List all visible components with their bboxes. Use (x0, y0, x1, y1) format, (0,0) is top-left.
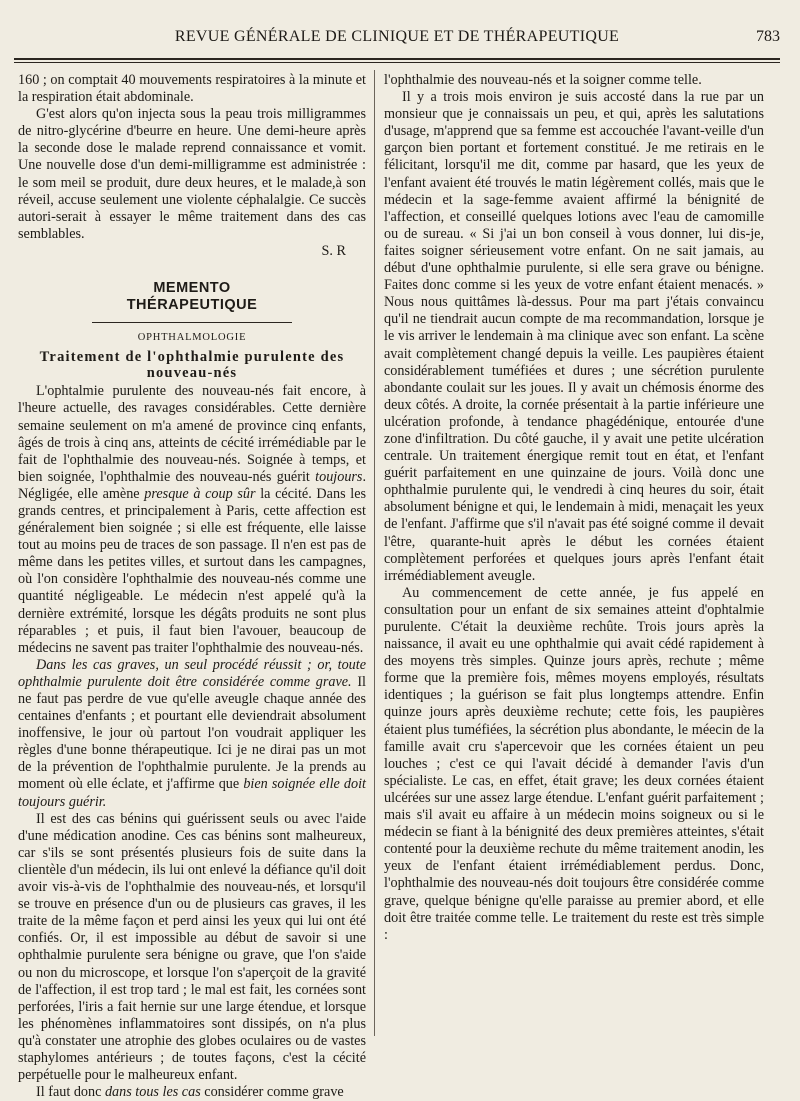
text-run: considérer comme grave (204, 1084, 344, 1101)
column-divider (374, 70, 375, 1036)
emphasis: bien soignée elle doit toujours guérir. (18, 776, 366, 810)
text-run: Il ne faut pas perdre de vue qu'elle aveugle chaque année des centaines d'enfants ; et pourtant elle deviendrait absolument inoffensive, le jour où partout l'on voudrait appliquer les règles d'une bonne thérapeutique. Ici je ne dirai pas un mot de la prévention de l'ophthalmie purulente. Je la prends au moment où elle éclate, et j'affirme que (18, 673, 366, 793)
paragraph: G'est alors qu'on injecta sous la peau trois milligrammes de nitro-glycérine d'beurre en heure. Une demi-heure après la seconde dose le malade reprend connaissance et vomit. Une nouvelle dose d'un demi-milligramme est administrée : le som meil se produit, dure deux heures, et le malade,à son réveil, accuse seulement une violente céphalalgie. Ce succès autori-serait à essayer le même traitement dans des cas semblables. (18, 106, 366, 242)
text-run: L'ophtalmie purulente des nouveau-nés fait encore, à l'heure actuelle, des ravages considérables. Cette dernière semaine seulement on m'a amené de province cinq enfants, âgés de trois à cinq ans, atteints de cécité irrémédiable par le fait de l'ophthalmie des nouveau-nés. Soignée à temps, et bien soignée, l'ophthalmie des nouveau-nés guérit (18, 383, 366, 485)
paragraph: Il est des cas bénins qui guérissent seuls ou avec l'aide d'une médication anodine. Ces cas bénins sont malheureux, car s'ils se sont présentés plusieurs fois de suite dans la clientèle d'un médecin, ils lui ont enlevé la défiance qu'il doit avoir vis-à-vis de l'ophthalmie des nouveau-nés, et lorsqu'il se trouve en présence d'un ou de plusieurs cas graves, il les traite de la même façon et perd ainsi les yeux qui lui ont été confiés. Or, il est impossible au début de savoir si une ophthalmie purulente sera bénigne ou grave, que l'on s'aide ou non du microscope, et lorsque l'on s'aperçoit de la gravité de l'affection, il est trop tard ; le mal est fait, les cornées sont perforées, l'iris a fait hernie sur une large étendue, et lorsque les phénomènes inflammatoires sont dissipés, on n'a plus qu'à constater une atrophie des globes oculaires ou de vastes staphylomes antérieurs ; de toutes façons, c'est la cécité perpétuelle pour le malheureux enfant. (18, 810, 366, 1084)
text-run: la cécité. Dans les grands centres, et principalement à Paris, cette affection est généralement bien soignée ; si elle est fréquente, elle laisse tout au moins peu de traces de son passage. Il n'en est pas de même dans les petites villes, et surtout dans les campagnes, où l'on considère l'ophthalmie des nouveau-nés comme une quantité négligeable. Le médecin n'est appelé qu'à la dernière extrémité, lorsque les dégâts produits ne sont plus réparables ; et puis, il faut bien l'avouer, beaucoup de médecins ne savent pas traiter l'ophthalmie des nouveau-nés. (18, 485, 367, 656)
paragraph (18, 383, 366, 657)
article-title: Traitement de l'ophthalmie purulente des nouveau-nés (39, 349, 345, 382)
subsection-label: OPHTHALMOLOGIE (137, 332, 247, 344)
text-run: Il faut donc (36, 1084, 102, 1101)
text-run: . Négligée, elle amène (18, 468, 367, 502)
author-signature: S. R (321, 242, 346, 259)
left-column (18, 72, 367, 1101)
paragraph: l'ophthalmie des nouveau-nés et la soigner comme telle. (384, 72, 702, 88)
page-number: 783 (756, 28, 780, 45)
paragraph: Il y a trois mois environ je suis accosté dans la rue par un monsieur que je connaissais un peu, et qui, après les salutations d'usage, m'apprend que sa femme est accouchée l'avant-veille d'un garçon bien portant et fortement constitué. Je me retirais en le félicitant, lorsqu'il me dit, comme par hasard, que les yeux de l'enfant avaient été trouvés le matin légèrement collés, mais que le médecin et la sage-femme avaient affirmé la bénignité de l'affection, et conseillé quelques lotions avec l'eau de camomille ou de sureau. « Si j'ai un bon conseil à vous donner, lui dis-je, faites soigner sérieusement votre enfant. On ne sait jamais, au début d'une ophthalmie purulente, si elle sera grave ou bénigne. Faites donc comme si les yeux de votre enfant étaient menacés. » Nous nous quittâmes là-dessus. Pour ma part j'étais convaincu qu'il ne tiendrait aucun compte de ma recommandation, lorsque je le vis arriver le lendemain à ma clinique avec son enfant. La scène avait complètement changé depuis la veille. Les paupières étaient considérablement tuméfiées et dures ; une sécrétion purulente abondante coulait sur les joues. Il y avait un chémosis énorme des deux côtés. A droite, la cornée présentait à la partie inférieure une ulcération profonde, à tendance phagédénique, entourée d'une zone d'infiltration. Du côté gauche, il y avait une petite ulcération centrale. Un traitement énergique remit tout en état, et l'enfant guérit parfaitement en une quinzaine de jours. Voilà donc une ophthalmie purulente qui, le vendredi à cinq heures du soir, était absolument bénigne et qui, le lendemain à midi, menaçait les yeux de l'enfant. J'affirme que s'il n'avait pas été soigné comme il devait l'être, quarante-huit après le début les cornées étaient complètement perforées et quelques jours après l'enfant était irrémédiablement aveugle. (384, 89, 764, 584)
page-header (14, 28, 780, 54)
paragraph: 160 ; on comptait 40 mouvements respiratoires à la minute et la respiration était abdominale. (18, 72, 366, 106)
emphasis: toujours (315, 468, 363, 485)
paragraph: Au commencement de cette année, je fus appelé en consultation pour un enfant de six semaines atteint d'ophtalmie purulente. C'était la deuxième rechûte. Trois jours après la naissance, il avait eu une ophthalmie qui avait cédé rapidement à des moyens très simples. Quinze jours après, rechute ; même forme que la première fois, mêmes moyens employés, résultats identiques ; la guérison se fait plus longtemps attendre. Enfin quinze jours après deuxième rechute; cette fois, les paupières étaient plus tuméfiées, la sécrétion plus abondante, le méecin de la famille avait cru s'apercevoir que les cornées étaient un peu louches ; c'est ce qui l'avait décidé à demander l'avis d'un spécialiste. Le cas, en effet, était grave; les deux cornées étaient ulcérées sur une assez large étendue. L'enfant guérit parfaitement ; mais s'il avait eu affaire à un médecin moins soigneux ou si le médecin se fiant à la bénignité des deux premières atteintes, s'était contenté pour la deuxième rechute du même traitement anodin, les yeux de l'enfant étaient irrémédiablement perdus. Donc, l'ophthalmie des nouveau-nés doit toujours être considérée comme grave, quelque bénigne qu'elle paraisse au premier abord, et elle doit être traitée comme telle. Le traitement du reste est très simple : (384, 584, 764, 943)
emphasis: presque à coup sûr (144, 485, 256, 502)
right-column (384, 72, 764, 1036)
running-title: REVUE GÉNÉRALE DE CLINIQUE ET DE THÉRAPEUTIQUE (174, 28, 620, 45)
paragraph (18, 657, 366, 811)
section-heading: MEMENTO THÉRAPEUTIQUE (92, 276, 292, 323)
emphasis: dans tous les cas (104, 1084, 201, 1101)
header-rule (14, 58, 780, 63)
emphasis: Dans les cas graves, un seul procédé réussit ; or, toute ophthalmie purulente doit être considérée comme grave. (18, 656, 366, 690)
paragraph (18, 1084, 366, 1101)
